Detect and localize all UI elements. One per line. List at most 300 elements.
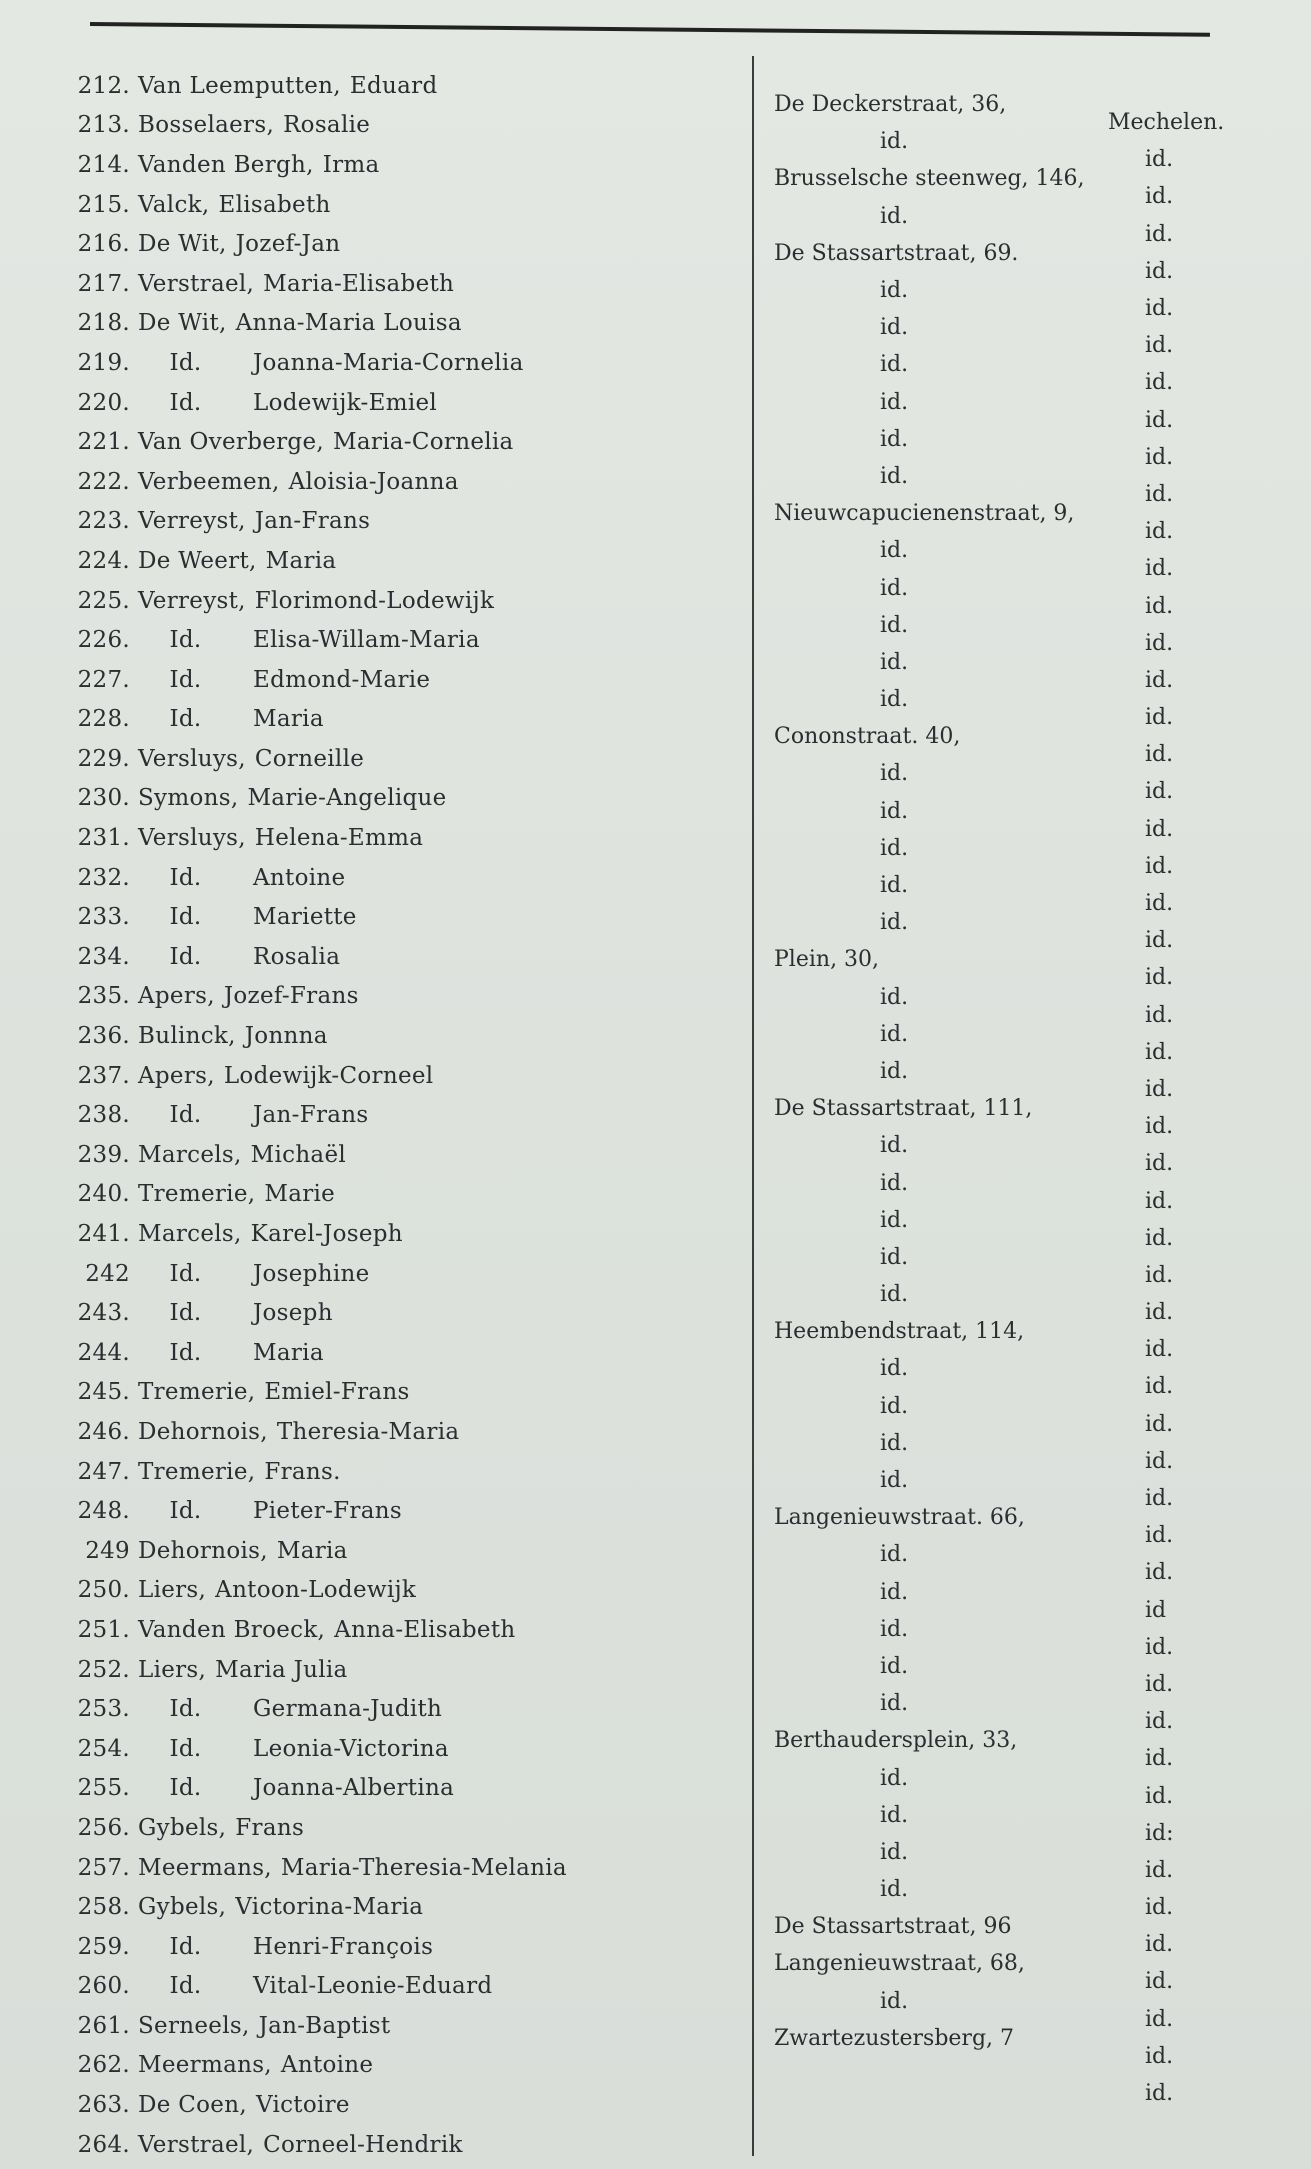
city-cell: id.	[1145, 630, 1174, 656]
entry-number: 248.	[77, 1498, 130, 1525]
entry-surname: De Wit,	[138, 231, 227, 258]
entry-surname: Id.	[169, 1775, 202, 1802]
address-cell: id.	[880, 538, 909, 564]
entry-surname: Marcels,	[138, 1221, 242, 1248]
address-cell: id.	[880, 1542, 909, 1568]
address-cell: id.	[880, 1021, 909, 1047]
entry-given-name: Victorina-Maria	[235, 1894, 424, 1921]
entry-given-name: Michaël	[250, 1141, 347, 1168]
entry-row	[58, 1293, 748, 1333]
address-cell: id.	[880, 1133, 909, 1159]
entry-given-name: Rosalia	[253, 943, 341, 970]
entry-surname: Apers,	[138, 1062, 215, 1089]
address-cell: id.	[880, 278, 909, 304]
entry-given-name: Maria	[253, 706, 324, 733]
entry-number: 255.	[77, 1775, 130, 1802]
entry-row	[58, 1769, 748, 1809]
entry-given-name: Marie	[264, 1181, 336, 1208]
address-cell: id.	[880, 1356, 909, 1382]
city-cell: id.	[1145, 1114, 1174, 1140]
entry-row	[58, 1571, 748, 1611]
entry-surname: Id.	[169, 706, 202, 733]
entry-given-name: Vital-Leonie-Eduard	[253, 1973, 493, 2000]
entry-given-name: Corneille	[254, 745, 365, 772]
entry-row	[58, 1412, 748, 1452]
address-cell: id.	[880, 761, 909, 787]
entry-row	[58, 1887, 748, 1927]
entry-surname: Bosselaers,	[138, 112, 275, 139]
entry-number: 246.	[77, 1418, 130, 1445]
entry-surname: Gybels,	[138, 1894, 227, 1921]
entry-row	[58, 1056, 748, 1096]
entry-number: 236.	[77, 1023, 130, 1050]
entry-number: 260.	[77, 1973, 130, 2000]
entry-given-name: Eduard	[349, 72, 438, 99]
entry-surname: Dehornois,	[138, 1418, 268, 1445]
city-cell: id.	[1145, 407, 1174, 433]
city-cell: id.	[1145, 1151, 1174, 1177]
entry-number: 240.	[77, 1181, 130, 1208]
entry-row	[58, 304, 748, 344]
entry-number: 256.	[77, 1814, 130, 1841]
entry-surname: Valck,	[138, 191, 210, 218]
entry-row	[58, 2046, 748, 2086]
entry-row	[58, 1689, 748, 1729]
entry-row	[58, 858, 748, 898]
entry-number: 232.	[77, 864, 130, 891]
city-cell: id.	[1145, 1709, 1174, 1735]
entry-given-name: Jonnna	[244, 1023, 328, 1050]
entry-row	[58, 502, 748, 542]
entry-number: 224.	[77, 547, 130, 574]
city-cell: id.	[1145, 705, 1174, 731]
entry-given-name: Aloisia-Joanna	[288, 468, 459, 495]
entry-surname: Liers,	[138, 1577, 207, 1604]
entry-surname: Id.	[169, 1300, 202, 1327]
entry-number: 262.	[77, 2052, 130, 2079]
entry-given-name: Antoine	[253, 864, 346, 891]
entry-given-name: Antoine	[280, 2052, 374, 2079]
city-cell: id.	[1145, 2006, 1174, 2032]
address-cell: id.	[880, 1468, 909, 1494]
entry-number: 245.	[77, 1379, 130, 1406]
entry-row	[58, 620, 748, 660]
entry-row	[58, 818, 748, 858]
city-cell: id.	[1145, 1857, 1174, 1883]
entry-surname: Symons,	[138, 785, 239, 812]
entry-row	[58, 1333, 748, 1373]
entry-surname: Id.	[169, 1339, 202, 1366]
address-cell: id.	[880, 1244, 909, 1270]
address-cell: id.	[880, 687, 909, 713]
address-cell: Nieuwcapucienenstraat, 9,	[774, 501, 1075, 527]
city-cell: id.	[1145, 1225, 1174, 1251]
entry-given-name: Karel-Joseph	[250, 1221, 403, 1248]
entry-surname: Apers,	[138, 983, 215, 1010]
address-cell: id.	[880, 1282, 909, 1308]
entry-number: 215.	[77, 191, 130, 218]
city-cell: id.	[1145, 1076, 1174, 1102]
entry-surname: Id.	[169, 943, 202, 970]
entry-given-name: Victoire	[255, 2092, 350, 2119]
entry-row	[58, 2125, 748, 2165]
entry-given-name: Edmond-Marie	[253, 666, 431, 693]
entry-row	[58, 1491, 748, 1531]
entry-given-name: Jozef-Jan	[235, 231, 341, 258]
address-cell: id.	[880, 798, 909, 824]
entry-number: 228.	[77, 706, 130, 733]
entry-number: 220.	[77, 389, 130, 416]
entry-number: 214.	[77, 151, 130, 178]
entry-surname: Meermans,	[138, 1854, 272, 1881]
entry-given-name: Corneel-Hendrik	[263, 2131, 463, 2158]
city-cell: id.	[1145, 1895, 1174, 1921]
entry-row	[58, 541, 748, 581]
entry-row	[58, 106, 748, 146]
entry-number: 226.	[77, 627, 130, 654]
address-cell: De Stassartstraat, 111,	[774, 1096, 1033, 1122]
entry-given-name: Maria-Cornelia	[332, 429, 514, 456]
entry-surname: Tremerie,	[138, 1458, 256, 1485]
entry-given-name: Maria Julia	[215, 1656, 348, 1683]
entry-row	[58, 224, 748, 264]
top-rule	[90, 22, 1210, 37]
entry-given-name: Leonia-Victorina	[253, 1735, 449, 1762]
entry-number: 263.	[77, 2092, 130, 2119]
entry-given-name: Henri-François	[253, 1933, 434, 1960]
city-cell: id.	[1145, 221, 1174, 247]
entry-row	[58, 1135, 748, 1175]
entry-given-name: Maria-Elisabeth	[263, 270, 455, 297]
city-cell: id.	[1145, 333, 1174, 359]
city-cell: id.	[1145, 519, 1174, 545]
entry-given-name: Pieter-Frans	[253, 1498, 402, 1525]
address-cell: id.	[880, 612, 909, 638]
address-cell: id.	[880, 649, 909, 675]
city-cell: id.	[1145, 667, 1174, 693]
entry-number: 261.	[77, 2012, 130, 2039]
entry-number: 253.	[77, 1696, 130, 1723]
city-cell: id.	[1145, 2043, 1174, 2069]
address-cell: id.	[880, 389, 909, 415]
entry-number: 254.	[77, 1735, 130, 1762]
entry-row	[58, 977, 748, 1017]
address-cell: De Deckerstraat, 36,	[774, 92, 1007, 118]
address-cell: id.	[880, 1653, 909, 1679]
entry-number: 219.	[77, 349, 130, 376]
entry-surname: Id.	[169, 1933, 202, 1960]
entry-surname: Id.	[169, 864, 202, 891]
city-cell: id.	[1145, 1300, 1174, 1326]
entry-number: 247.	[77, 1458, 130, 1485]
entry-number: 238.	[77, 1102, 130, 1129]
entry-surname: Id.	[169, 666, 202, 693]
entry-surname: Dehornois,	[138, 1537, 268, 1564]
entry-given-name: Rosalie	[283, 112, 371, 139]
address-cell: id.	[880, 1579, 909, 1605]
entry-row	[58, 739, 748, 779]
entry-surname: Vanden Bergh,	[138, 151, 314, 178]
entry-row	[58, 779, 748, 819]
entry-number: 233.	[77, 904, 130, 931]
address-cell: Brusselsche steenweg, 146,	[774, 166, 1085, 192]
entry-surname: Id.	[169, 1102, 202, 1129]
entry-given-name: Antoon-Lodewijk	[215, 1577, 417, 1604]
entry-number: 258.	[77, 1894, 130, 1921]
city-cell: id.	[1145, 779, 1174, 805]
entry-number: 225.	[77, 587, 130, 614]
entry-surname: Id.	[169, 1735, 202, 1762]
entry-number: 223.	[77, 508, 130, 535]
city-cell: id.	[1145, 1039, 1174, 1065]
entry-surname: Id.	[169, 627, 202, 654]
entry-surname: De Wit,	[138, 310, 227, 337]
entry-row	[58, 383, 748, 423]
address-cell: Langenieuwstraat. 66,	[774, 1505, 1025, 1531]
city-cell: id.	[1145, 1523, 1174, 1549]
address-cell: id.	[880, 1058, 909, 1084]
entry-given-name: Marie-Angelique	[247, 785, 447, 812]
entry-surname: Liers,	[138, 1656, 207, 1683]
address-cell: id.	[880, 873, 909, 899]
city-cell: id.	[1145, 556, 1174, 582]
entry-surname: Verstrael,	[138, 2131, 255, 2158]
entry-surname: Vanden Broeck,	[138, 1616, 326, 1643]
entry-given-name: Lodewijk-Corneel	[223, 1062, 434, 1089]
city-cell: id.	[1145, 1374, 1174, 1400]
city-cell: id.	[1145, 742, 1174, 768]
address-cell: id.	[880, 1691, 909, 1717]
address-cell: De Stassartstraat, 69.	[774, 240, 1019, 266]
entry-row	[58, 2006, 748, 2046]
entry-row	[58, 1967, 748, 2007]
entry-given-name: Anna-Maria Louisa	[235, 310, 462, 337]
entry-given-name: Theresia-Maria	[276, 1418, 460, 1445]
entry-row	[58, 897, 748, 937]
address-cell: Berthaudersplein, 33,	[774, 1728, 1018, 1754]
entry-number: 212.	[77, 72, 130, 99]
city-cell: id.	[1145, 891, 1174, 917]
names-column	[58, 66, 748, 2164]
entry-surname: De Coen,	[138, 2092, 247, 2119]
entry-row	[58, 937, 748, 977]
address-cell: id.	[880, 1765, 909, 1791]
entry-surname: Verreyst,	[138, 508, 246, 535]
entry-row	[58, 700, 748, 740]
city-cell: id.	[1145, 1783, 1174, 1809]
entry-number: 234.	[77, 943, 130, 970]
address-cell: id.	[880, 575, 909, 601]
entry-surname: De Weert,	[138, 547, 257, 574]
entry-number: 251.	[77, 1616, 130, 1643]
entry-surname: Id.	[169, 904, 202, 931]
entry-row	[58, 1214, 748, 1254]
entry-surname: Van Leemputten,	[138, 72, 341, 99]
entry-number: 252.	[77, 1656, 130, 1683]
entry-given-name: Florimond-Lodewijk	[254, 587, 495, 614]
city-cell: id.	[1145, 296, 1174, 322]
city-cell: id.	[1145, 370, 1174, 396]
city-cell: Mechelen.	[1108, 110, 1225, 136]
entry-given-name: Lodewijk-Emiel	[253, 389, 438, 416]
entry-number: 229.	[77, 745, 130, 772]
entry-given-name: Maria	[253, 1339, 324, 1366]
entry-given-name: Elisa-Willam-Maria	[253, 627, 480, 654]
entry-row	[58, 1848, 748, 1888]
entry-row	[58, 66, 748, 106]
entry-given-name: Helena-Emma	[254, 825, 424, 852]
entry-surname: Versluys,	[138, 825, 246, 852]
entry-given-name: Elisabeth	[218, 191, 331, 218]
entry-surname: Verstrael,	[138, 270, 255, 297]
entry-number: 244.	[77, 1339, 130, 1366]
entry-given-name: Maria	[265, 547, 337, 574]
entry-row	[58, 1927, 748, 1967]
entry-surname: Van Overberge,	[138, 429, 324, 456]
address-cell: De Stassartstraat, 96	[774, 1914, 1012, 1940]
city-cell: id.	[1145, 965, 1174, 991]
entry-row	[58, 1373, 748, 1413]
entry-number: 250.	[77, 1577, 130, 1604]
entry-surname: Id.	[169, 349, 202, 376]
city-cell: id.	[1145, 1932, 1174, 1958]
entry-given-name: Maria	[276, 1537, 348, 1564]
entry-row	[58, 1729, 748, 1769]
entry-number: 216.	[77, 231, 130, 258]
address-cell: id.	[880, 1802, 909, 1828]
address-cell: Langenieuwstraat, 68,	[774, 1951, 1025, 1977]
entry-number: 249	[85, 1537, 130, 1564]
entry-row	[58, 1452, 748, 1492]
city-cell: id	[1145, 1597, 1167, 1623]
entry-given-name: Joanna-Albertina	[253, 1775, 455, 1802]
entry-given-name: Frans.	[264, 1458, 341, 1485]
address-cell: id.	[880, 463, 909, 489]
entry-row	[58, 2085, 748, 2125]
entry-number: 222.	[77, 468, 130, 495]
entry-row	[58, 145, 748, 185]
address-cell: id.	[880, 835, 909, 861]
address-cell: id.	[880, 1616, 909, 1642]
city-cell: id.	[1145, 1634, 1174, 1660]
entry-surname: Serneels,	[138, 2012, 250, 2039]
entry-row	[58, 581, 748, 621]
entry-surname: Tremerie,	[138, 1181, 256, 1208]
entry-row	[58, 264, 748, 304]
address-cell: id.	[880, 984, 909, 1010]
entry-surname: Id.	[169, 1260, 202, 1287]
address-cell: id.	[880, 1988, 909, 2014]
entry-number: 237.	[77, 1062, 130, 1089]
city-cell: id.	[1145, 1337, 1174, 1363]
address-cell: id.	[880, 1839, 909, 1865]
entry-surname: Bulinck,	[138, 1023, 236, 1050]
entry-surname: Id.	[169, 1696, 202, 1723]
address-cell: id.	[880, 315, 909, 341]
entry-given-name: Emiel-Frans	[264, 1379, 410, 1406]
entry-number: 264.	[77, 2131, 130, 2158]
entry-given-name: Joanna-Maria-Cornelia	[253, 349, 524, 376]
entry-row	[58, 1254, 748, 1294]
city-cell: id.	[1145, 1671, 1174, 1697]
address-cell: Heembendstraat, 114,	[774, 1319, 1025, 1345]
entry-number: 242	[85, 1260, 130, 1287]
address-cell: id.	[880, 1430, 909, 1456]
entry-surname: Id.	[169, 389, 202, 416]
address-cell: id.	[880, 426, 909, 452]
entry-row	[58, 1650, 748, 1690]
entry-given-name: Josephine	[253, 1260, 370, 1287]
entry-number: 213.	[77, 112, 130, 139]
entry-number: 257.	[77, 1854, 130, 1881]
city-cell: id.	[1145, 928, 1174, 954]
address-cell: Zwartezustersberg, 7	[774, 2025, 1015, 2051]
entry-number: 231.	[77, 825, 130, 852]
entry-given-name: Anna-Elisabeth	[334, 1616, 516, 1643]
city-cell: id.	[1145, 1746, 1174, 1772]
city-cell: id.	[1145, 1969, 1174, 1995]
entry-number: 239.	[77, 1141, 130, 1168]
city-cell: id.	[1145, 1262, 1174, 1288]
entry-row	[58, 462, 748, 502]
entry-given-name: Jan-Frans	[253, 1102, 369, 1129]
entry-number: 217.	[77, 270, 130, 297]
city-cell: id.	[1145, 444, 1174, 470]
entry-row	[58, 422, 748, 462]
city-column	[1100, 104, 1230, 2112]
entry-row	[58, 1095, 748, 1135]
address-cell: id.	[880, 1877, 909, 1903]
entry-given-name: Joseph	[253, 1300, 333, 1327]
city-cell: id.	[1145, 1448, 1174, 1474]
city-cell: id.	[1145, 1560, 1174, 1586]
entry-row	[58, 1610, 748, 1650]
entry-given-name: Maria-Theresia-Melania	[280, 1854, 567, 1881]
address-cell: Plein, 30,	[774, 947, 880, 973]
entry-given-name: Jan-Frans	[254, 508, 371, 535]
address-cell: id.	[880, 910, 909, 936]
city-cell: id.	[1145, 1002, 1174, 1028]
city-cell: id.	[1145, 147, 1174, 173]
city-cell: id.	[1145, 816, 1174, 842]
address-column	[770, 86, 1110, 2057]
city-cell: id.	[1145, 1411, 1174, 1437]
city-cell: id.	[1145, 481, 1174, 507]
entry-given-name: Irma	[322, 151, 380, 178]
entry-surname: Id.	[169, 1973, 202, 2000]
entry-surname: Marcels,	[138, 1141, 242, 1168]
city-cell: id.	[1145, 1486, 1174, 1512]
entry-row	[58, 660, 748, 700]
address-cell: id.	[880, 1170, 909, 1196]
entry-row	[58, 1016, 748, 1056]
city-cell: id.	[1145, 593, 1174, 619]
entry-given-name: Jan-Baptist	[258, 2012, 391, 2039]
entry-surname: Id.	[169, 1498, 202, 1525]
city-cell: id.	[1145, 1188, 1174, 1214]
entry-surname: Gybels,	[138, 1814, 227, 1841]
entry-surname: Tremerie,	[138, 1379, 256, 1406]
city-cell: id.	[1145, 258, 1174, 284]
city-cell: id.	[1145, 853, 1174, 879]
entry-row	[58, 185, 748, 225]
entry-number: 235.	[77, 983, 130, 1010]
entry-row	[58, 343, 748, 383]
entry-row	[58, 1175, 748, 1215]
address-cell: id.	[880, 129, 909, 155]
entry-number: 218.	[77, 310, 130, 337]
entry-number: 230.	[77, 785, 130, 812]
